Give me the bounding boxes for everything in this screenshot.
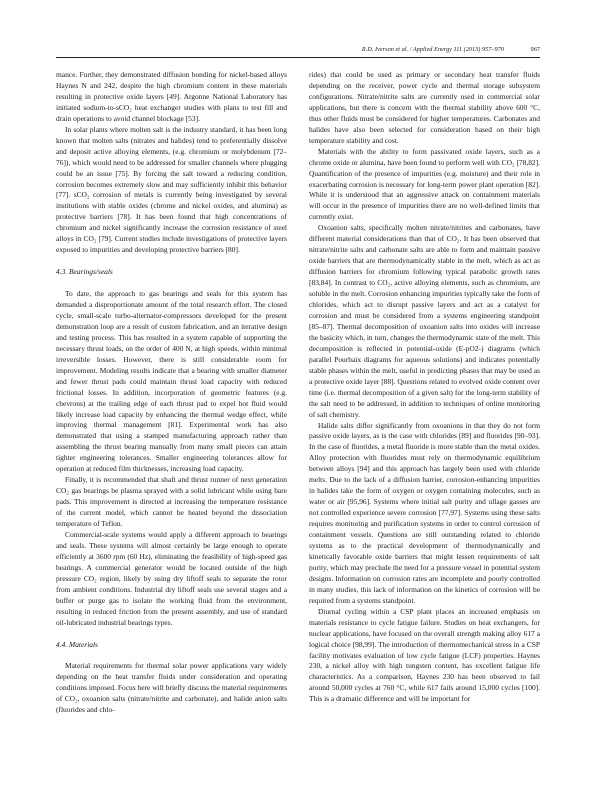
paragraph: rides) that could be used as primary or secondary heat transfer fluids depending on the receiver, power cycle and thermal storage subsystem configurations. Nitrate/nitrite salts are currently used in commercial solar applications, but there is concern with the thermal stability above 600 °C, thus other fluids must be considered for higher temperatures. Carbonates and halides have also been selected for consideration based on their high temperature stability and cost.	[309, 70, 540, 145]
paragraph: Finally, it is recommended that shaft and thrust runner of next generation CO₂ gas bearings be plasma sprayed with a solid lubricant while using bare pads. This improvement is directed at increasing the temperature resistance of the current model, which cannot be heated beyond the dissociation temperature of Teflon.	[56, 475, 287, 529]
left-column	[56, 70, 287, 716]
paragraph: mance. Further, they demonstrated diffusion bonding for nickel-based alloys Haynes N and 242, despite the high chromium content in these materials resulting in protective oxide layers [49]. Argonne National Laboratory has initiated sodium-to-sCO₂ heat exchanger studies with plans to test fill and drain operations to avoid channel blockage [53].	[56, 70, 287, 123]
section-heading-bearings: 4.3. Bearings/seals	[56, 267, 113, 277]
section-heading-materials: 4.4. Materials	[56, 639, 98, 649]
paragraph: Oxoanion salts, specifically molten nitrate/nitrites and carbonates, have different material considerations than that of CO₂. It has been observed that nitrate/nitrite salts and carbonate salts are able to form and maintain passive oxide barriers that are thermodynamically stable in the melt, which as act as diffusion barriers for chromium following typical parabolic growth rates [83,84]. In contrast to CO₂, active alloying elements, such as chromium, are soluble in the melt. Corrosion enhancing impurities typically take the form of chlorides, which act to disrupt passive layers and act as a catalyst for corrosion and must be considered from a systems engineering standpoint [85–87]. Thermal decomposition of oxoanion salts into oxides will increase the basicity which, in turn, changes the thermodynamic state of the melt. This decomposition is reflected in potential-oxide (E-pO2-) diagrams (which parallel Pourbaix diagrams for aqueous solutions) and indicates potentially stable phases within the melt, useful in predicting phases that may be used as a protective oxide layer [88]. Questions related to evolved oxide content over time (i.e. thermal decomposition of a given salt) for the long-term stability of the salt need to be addressed, in addition to techniques of online monitoring of salt chemistry.	[309, 223, 540, 419]
paragraph: Halide salts differ significantly from oxoanions in that they do not form passive oxide layers, as is the case with chlorides [89] and fluorides [90–93]. In the case of fluorides, a metal fluoride is more stable than the metal oxides. Alloy protection with fluorides must rely on thermodynamic equilibrium between alloys [94] and this approach has largely been used with chloride melts. Due to the lack of a diffusion barrier, corrosion-enhancing impurities in halides take the form of oxygen or oxygen containing molecules, such as water or air [95,96]. Systems where initial salt purity and ullage gasses are not controlled experience severe corrosion [77,97]. Systems using these salts requires monitoring and purification systems in order to control corrosion of containment vessels. Questions are still outstanding related to chloride systems as to the practical development of thermodynamically and kinetically favorable oxide barriers that might lessen requirements of salt purity, which may preclude the need for a pressure vessel in potential system designs. Information on corrosion rates are incomplete and poorly controlled in many studies, this lack of information on the kinetics of corrosion will be required from a systems standpoint.	[309, 420, 540, 605]
paragraph: Diurnal cycling within a CSP plant places an increased emphasis on materials resistance to cycle fatigue failure. Studies on heat exchangers, for nuclear applications, have focused on the overall strength making alloy 617 a logical choice [98,99]. The introduction of thermomechanical stress in a CSP facility motivates evaluation of low cycle fatigue (LCF) properties. Haynes 230, a nickel alloy with high tungsten content, has excellent fatigue life characteristics. As a comparison, Haynes 230 has been observed to fail around 50,000 cycles at 760 °C, while 617 fails around 15,000 cycles [100]. This is a dramatic difference and will be important for	[309, 606, 540, 704]
right-column	[309, 70, 540, 705]
paragraph: Material requirements for thermal solar power applications vary widely depending on the heat transfer fluids under consideration and operating conditions imposed. Focus here will briefly discuss the material requirements of CO₂, oxoanion salts (nitrate/nitrite and carbonate), and halide anion salts (fluorides and chlo-	[56, 661, 287, 715]
paragraph: In solar plants where molten salt is the industry standard, it has been long known that molten salts (nitrates and halides) tend to preferentially dissolve and deposit active alloying elements, (e.g. chromium or molybdenum [72–76]), which would need to be addressed for smaller channels where plugging could be an issue [75]. By forcing the salt toward a reducing condition, corrosion becomes extremely slow and may sufficiently inhibit this behavior [77]. sCO₂ corrosion of metals is currently being investigated by several institutions with stable oxides (chrome and nickel oxides, and alumina) as protective barriers [78]. It has been found that high concentrations of chromium and nickel significantly increase the corrosion resistance of steel alloys in CO₂ [79]. Current studies include investigations of protective layers exposed to impurities and developing protective barriers [80].	[56, 124, 287, 255]
running-header	[56, 44, 540, 56]
paragraph: To date, the approach to gas bearings and seals for this system has demanded a disproportionate amount of the total research effort. The closed cycle, small-scale turbo-alternator-compressors developed for the present demonstration loop are a result of custom fabrication, and an iterative design and testing process. This has resulted in a system capable of supporting the necessary thrust loads, on the order of 400 N, at high speeds, within minimal irreversible losses. However, there is still considerable room for improvement. Modeling results indicate that a bearing with smaller diameter and fewer thrust pads could maintain thrust load capacity with reduced frictional losses. In addition, incorporation of geometric features (e.g. chevrons) at the trailing edge of each thrust pad to expel hot fluid would likely increase load capacity by enhancing the thermal wedge effect, while improving thermal management [81]. Experimental work has also demonstrated that using a stamped manufacturing approach rather than assembling the thrust bearing manually from many small pieces can attain tighter engineering tolerances. Smaller engineering tolerances allow for operation at reduced film thicknesses, increasing load capacity.	[56, 289, 287, 474]
journal-citation: R.D. Iverson et al. / Applied Energy 111 (2013) 957–970	[361, 46, 504, 53]
header-rule	[56, 57, 540, 58]
page-number: 967	[530, 46, 540, 53]
paragraph: Materials with the ability to form passivated oxide layers, such as a chrome oxide or alumina, have been found to perform well with CO₂ [78,82]. Quantification of the presence of impurities (e.g. moisture) and their role in exacerbating corrosion is necessary for long-term power plant operation [82]. While it is understood that an aggressive attack on containment materials will occur in the presence of impurities there are no well-defined limits that currently exist.	[309, 146, 540, 222]
paragraph: Commercial-scale systems would apply a different approach to bearings and seals. These systems will almost certainly be large enough to operate efficiently at 3600 rpm (60 Hz), eliminating the feasibility of high-speed gas bearings. A commercial generator would be located outside of the high pressure CO₂ region, likely by using dry liftoff seals to separate the rotor from ambient conditions. Industrial dry liftoff seals use several stages and a buffer or purge gas to isolate the working fluid from the environment, resulting in reduced friction from the present assembly, and use of standard oil-lubricated industrial bearings types.	[56, 530, 287, 627]
